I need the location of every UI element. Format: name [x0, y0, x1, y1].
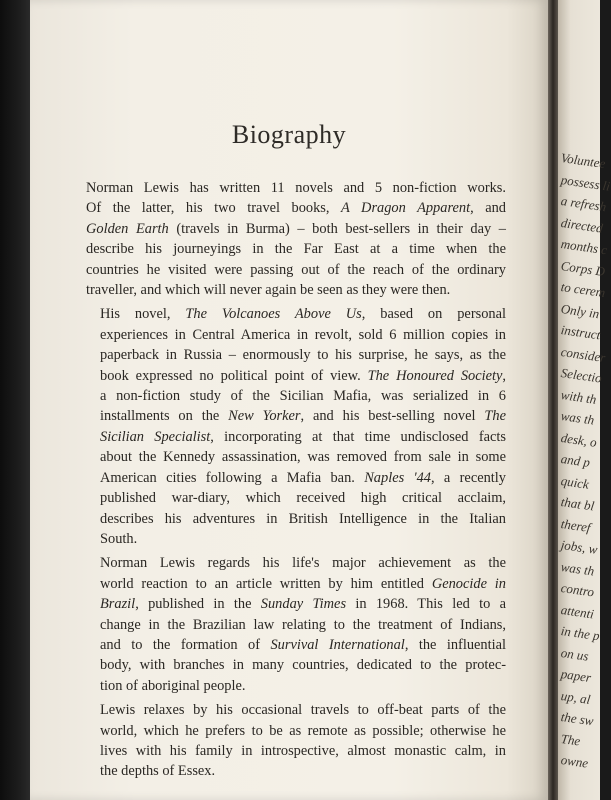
facing-page-text: The [559, 730, 582, 749]
facing-page-text: contro [559, 580, 596, 600]
text-line: Brazil, published in the Sunday Times in 1968. This led to a [100, 596, 506, 613]
facing-page-text: months c [559, 236, 609, 258]
facing-page-text: Only in [559, 300, 601, 321]
text-line: describe his journeyings in the Far East at a time when the [86, 241, 506, 258]
book-gutter [548, 0, 558, 800]
facing-page-text: instruct [559, 322, 602, 343]
facing-page-text: the sw [559, 709, 595, 729]
facing-page-text: theref [559, 515, 592, 535]
text-line: Of the latter, his two travel books, A Dragon Apparent, and [86, 200, 506, 217]
text-line: world, which he prefers to be as remote as possible; otherwise he [100, 722, 506, 739]
facing-page-text: in the p [559, 623, 601, 644]
facing-page-text: desk, o [559, 429, 598, 450]
text-line: countries he visited were passing out of the reach of the ordinary [86, 261, 506, 278]
paragraph [86, 178, 506, 300]
text-line: describes his adventures in British Intelligence in the Italian [100, 510, 506, 527]
text-line: published war-diary, which received high critical acclaim, [100, 490, 506, 507]
facing-page-text: that bl [559, 494, 596, 514]
facing-page-text: consider [559, 343, 607, 365]
facing-page-text: attenti [559, 601, 595, 621]
text-line: lives with his family in introspective, almost monastic calm, in [100, 742, 506, 759]
text-line: body, with branches in many countries, dedicated to the protec- [100, 657, 506, 674]
facing-page-text: Selectio [559, 365, 603, 386]
text-line: and to the formation of Survival International, the influential [100, 636, 507, 653]
text-line: Lewis relaxes by his occasional travels to off-beat parts of the [100, 702, 506, 719]
facing-page-text: was th [559, 558, 596, 579]
facing-page-text: to cerem [559, 279, 607, 301]
text-line: the depths of Essex. [100, 763, 216, 780]
text-line: world reaction to an article written by him entitled Genocide in [100, 575, 506, 592]
facing-page-text: possess li [559, 171, 611, 194]
facing-page [558, 0, 611, 800]
text-line: Golden Earth (travels in Burma) – both best-sellers in their day – [86, 220, 506, 237]
book-cover-edge [0, 0, 30, 800]
facing-page-text: with th [559, 386, 598, 407]
paragraph [86, 304, 506, 549]
facing-page-text: Voluntee [559, 150, 607, 172]
text-line: Sicilian Specialist, incorporating at that time undisclosed facts [100, 428, 506, 445]
facing-page-text: up, al [559, 687, 592, 707]
facing-page-text: Corps D [559, 257, 607, 279]
facing-page-text: owne [559, 752, 590, 771]
facing-page-text: was th [559, 408, 596, 428]
facing-page-text: directed [559, 214, 604, 236]
text-line: change in the Brazilian law relating to the treatment of Indians, [100, 616, 506, 633]
text-line: book expressed no political point of view. The Honoured Society, [100, 367, 506, 384]
text-line: South. [100, 530, 138, 547]
text-line: installments on the New Yorker, and his best-selling novel The [100, 408, 506, 425]
biography-text [86, 178, 506, 786]
text-line: paperback in Russia – enormously to his surprise, he says, as the [100, 347, 506, 364]
text-line: Norman Lewis regards his life's major achievement as the [100, 555, 506, 572]
facing-page-text: a refresh [559, 193, 608, 215]
paragraph [86, 553, 506, 696]
paragraph [86, 700, 506, 782]
facing-page-text: and p [559, 451, 591, 470]
facing-page-text: quick [559, 472, 590, 492]
text-line: American cities following a Mafia ban. Naples '44, a recently [100, 469, 506, 486]
text-line: Norman Lewis has written 11 novels and 5 non-fiction works. [86, 180, 506, 196]
text-line: tion of aboriginal people. [100, 677, 246, 694]
page-title: Biography [231, 120, 347, 149]
facing-page-text: paper [559, 666, 593, 686]
facing-page-text: jobs, w [559, 537, 599, 557]
text-line: about the Kennedy assassination, was removed from sale in some [100, 449, 506, 466]
facing-page-text: on us [559, 644, 590, 664]
text-line: traveller, and which will never again be seen as they were then. [86, 282, 451, 299]
text-line: His novel, The Volcanoes Above Us, based on personal [100, 306, 506, 323]
text-line: a non-fiction study of the Sicilian Mafia, was serialized in 6 [100, 388, 506, 405]
text-line: experiences in Central America in revolt, sold 6 million copies in [100, 326, 506, 343]
